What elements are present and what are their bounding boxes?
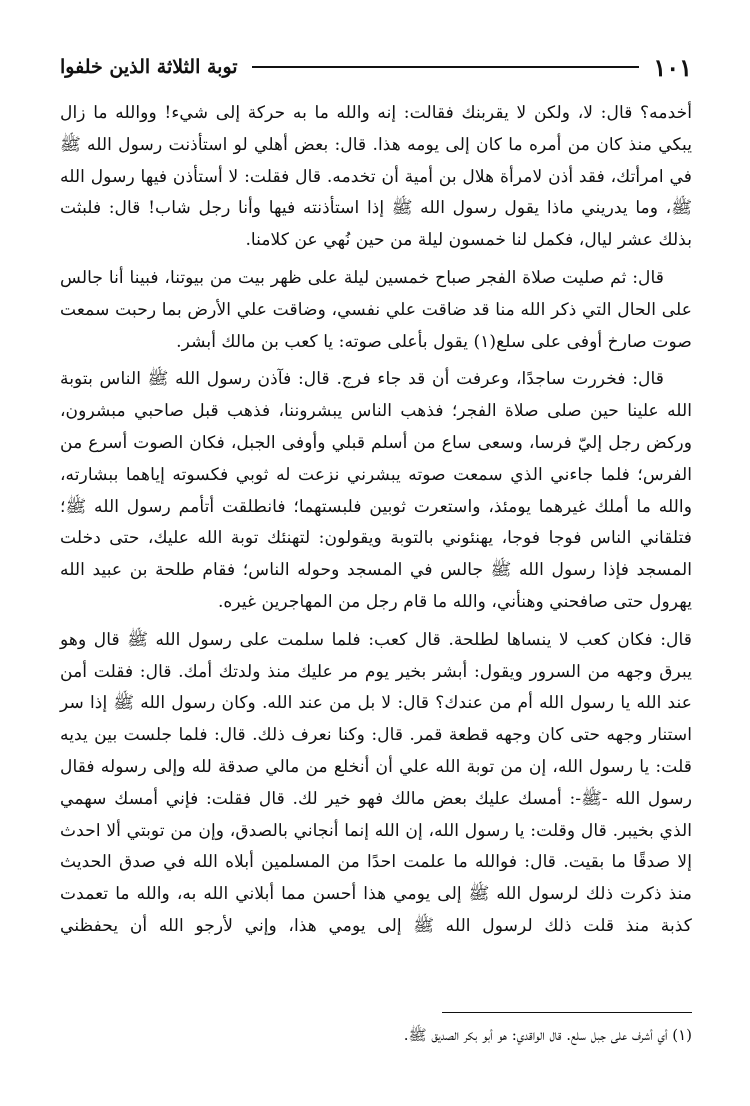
footnote: (١) أي أشرف على جبل سلع. قال الواقدي: هو أبو بكر الصديق ﷺ. (403, 1026, 692, 1044)
paragraph: قال: فخررت ساجدًا، وعرفت أن قد جاء فرج. قال: فآذن رسول الله ﷺ الناس بتوبة الله علينا حين صلى صلاة الفجر؛ فذهب الناس يبشروننا، فذهب قبل صاحبي مبشرون، وركض رجل إليّ فرسا، وسعى ساع من أسلم قبلي وأوفى الجبل، فكان الصوت أسرع من الفرس؛ فلما جاءني الذي سمعت صوته يبشرني نزعت له ثوبي فكسوته إياهما ببشارته، والله ما أملك غيرهما يومئذ، واستعرت ثوبين فلبستهما؛ فانطلقت أتأمم رسول الله ﷺ؛ فتلقاني الناس فوجا فوجا، يهنئوني بالتوبة ويقولون: لتهنئك توبة الله عليك، حتى دخلت المسجد فإذا رسول الله ﷺ جالس في المسجد وحوله الناس؛ فقام طلحة بن عبيد الله يهرول حتى صافحني وهنأني، والله ما قام رجل من المهاجرين غيره. (60, 369, 692, 612)
header-rule (252, 66, 640, 68)
page-number: ١٠١ (653, 52, 692, 82)
paragraph: أخدمه؟ قال: لا، ولكن لا يقربنك فقالت: إنه والله ما به حركة إلى شيء! ووالله ما زال يبكي منذ كان من أمره ما كان إلى يومه هذا. قال: بعض أهلي لو استأذنت رسول الله ﷺ في امرأتك، فقد أذن لامرأة هلال بن أمية أن تخدمه. قال فقلت: لا أستأذن فيها رسول الله ﷺ، وما يدريني ماذا يقول رسول الله ﷺ إذا استأذنته فيها وأنا رجل شاب! قال: فلبثت بذلك عشر ليال، فكمل لنا خمسون ليلة من حين نُهي عن كلامنا. (60, 103, 692, 251)
running-title: توبة الثلاثة الذين خلفوا (60, 56, 238, 78)
footnote-rule (442, 1012, 692, 1013)
paragraph: قال: ثم صليت صلاة الفجر صباح خمسين ليلة على ظهر بيت من بيوتنا، فبينا أنا جالس على الحال التي ذكر الله منا قد ضاقت علي نفسي، وضاقت علي الأرض بما رحبت سمعت صوت صارخ أوفى على سلع(١) يقول بأعلى صوته: يا كعب بن مالك أبشر. (60, 267, 692, 352)
page-header (60, 50, 692, 84)
paragraph: قال: فكان كعب لا ينساها لطلحة. قال كعب: فلما سلمت على رسول الله ﷺ قال وهو يبرق وجهه من السرور ويقول: أبشر بخير يوم مر عليك منذ ولدتك أمك. قال: فقلت أمن عند الله يا رسول الله أم من عندك؟ قال: لا بل من عند الله. وكان رسول الله ﷺ إذا سر استنار وجهه حتى كان وجهه قطعة قمر. قال: وكنا نعرف ذلك. قال: فلما جلست بين يديه قلت: يا رسول الله، إن من توبة الله علي أن أنخلع من مالي صدقة لله وإلى رسوله فقال رسول الله -ﷺ-: أمسك عليك بعض مالك فهو خير لك. قال فقلت: فإني أمسك سهمي الذي بخيبر. قال وقلت: يا رسول الله، إن الله إنما أنجاني بالصدق، وإن من توبتي ألا احدث إلا صدقًا ما بقيت. قال: فوالله ما علمت احدًا من المسلمين أبلاه الله في صدق الحديث منذ ذكرت ذلك لرسول الله ﷺ إلى يومي هذا أحسن مما أبلاني الله به، والله ما تعمدت كذبة منذ قلت ذلك لرسول الله ﷺ إلى يومي هذا، وإني لأرجو الله أن يحفظني (60, 629, 692, 936)
page-body (60, 98, 692, 949)
